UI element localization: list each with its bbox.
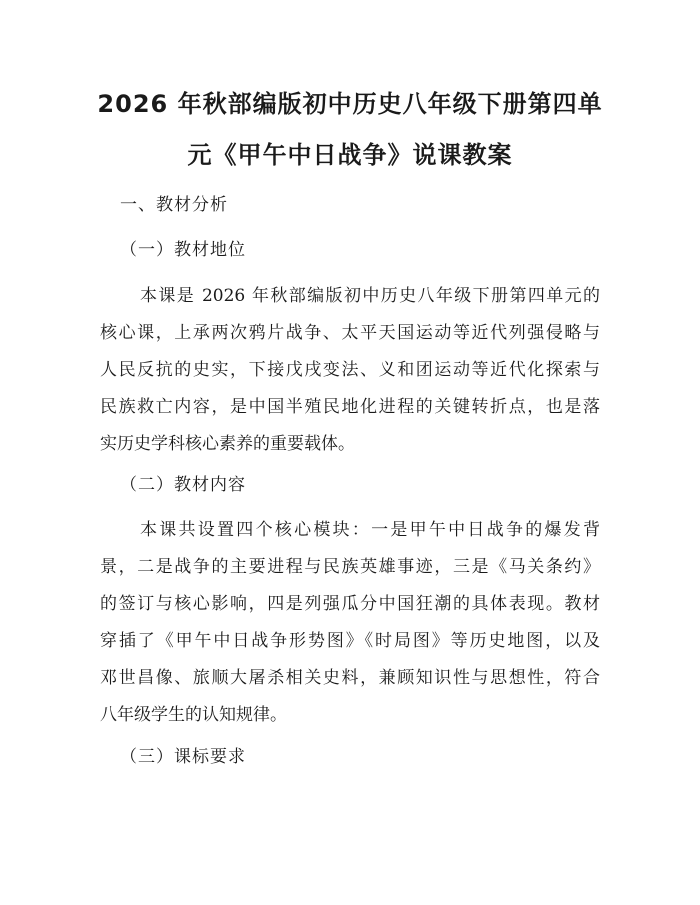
paragraph-line: 八年级学生的认知规律。 <box>100 705 287 725</box>
document-title-line-1: 2026 年秋部编版初中历史八年级下册第四单 <box>97 90 603 118</box>
section-heading-textbook-analysis: 一、教材分析 <box>120 195 228 215</box>
paragraph-line: 本课是 2026 年秋部编版初中历史八年级下册第四单元的 <box>140 286 600 306</box>
paragraph-line: 民族救亡内容，是中国半殖民地化进程的关键转折点，也是落 <box>100 397 600 417</box>
paragraph-line: 穿插了《甲午中日战争形势图》《时局图》等历史地图，以及 <box>100 631 600 651</box>
paragraph-line: 核心课，上承两次鸦片战争、太平天国运动等近代列强侵略与 <box>100 323 600 343</box>
paragraph-line: 邓世昌像、旅顺大屠杀相关史料，兼顾知识性与思想性，符合 <box>100 668 600 688</box>
subsection-heading-textbook-content: （二）教材内容 <box>120 475 246 495</box>
paragraph-line: 人民反抗的史实，下接戊戌变法、义和团运动等近代化探索与 <box>100 360 600 380</box>
paragraph-line: 的签订与核心影响，四是列强瓜分中国狂潮的具体表现。教材 <box>100 594 600 614</box>
subsection-heading-curriculum-standards: （三）课标要求 <box>120 747 246 767</box>
paragraph-line: 实历史学科核心素养的重要载体。 <box>100 434 355 454</box>
paragraph-line: 景，二是战争的主要进程与民族英雄事迹，三是《马关条约》 <box>100 557 600 577</box>
document-title-line-2: 元《甲午中日战争》说课教案 <box>187 141 513 169</box>
subsection-heading-textbook-position: （一）教材地位 <box>120 240 246 260</box>
paragraph-line: 本课共设置四个核心模块：一是甲午中日战争的爆发背 <box>140 520 600 540</box>
